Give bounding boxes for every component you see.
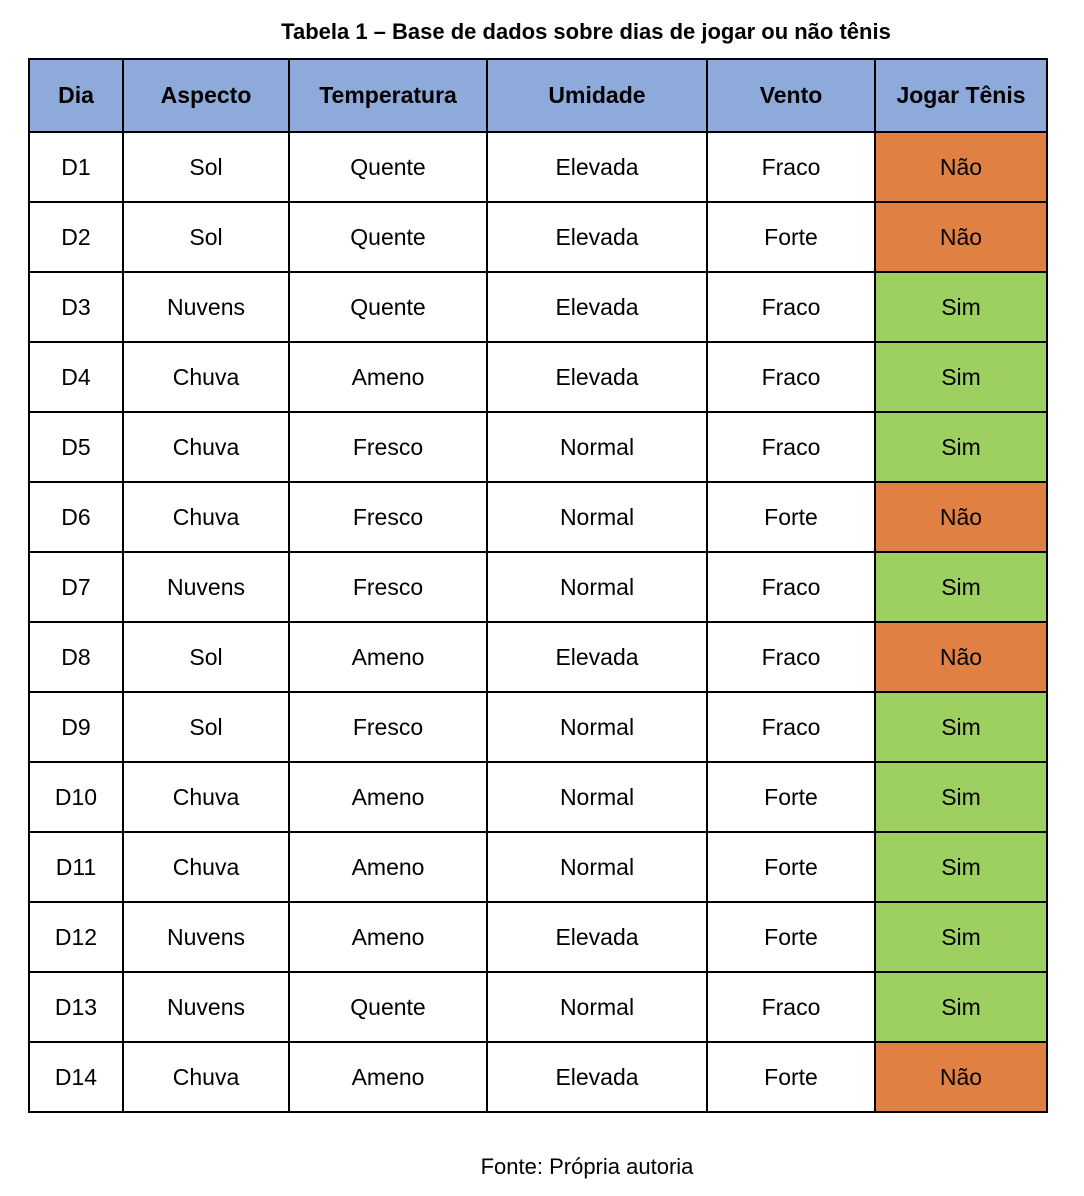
table-row xyxy=(29,762,1047,832)
source-note: Fonte: Própria autoria xyxy=(480,1154,694,1179)
cell-dia: D14 xyxy=(29,1042,123,1112)
table-row xyxy=(29,272,1047,342)
cell-aspecto: Sol xyxy=(123,622,289,692)
cell-temperatura: Ameno xyxy=(289,832,487,902)
table-row xyxy=(29,1042,1047,1112)
cell-umidade: Normal xyxy=(487,482,707,552)
cell-umidade: Normal xyxy=(487,692,707,762)
cell-dia: D1 xyxy=(29,132,123,202)
cell-vento: Fraco xyxy=(707,972,875,1042)
header-jogar-tenis: Jogar Tênis xyxy=(875,59,1047,132)
header-temperatura: Temperatura xyxy=(289,59,487,132)
cell-dia: D12 xyxy=(29,902,123,972)
cell-jogar-tenis: Sim xyxy=(875,552,1047,622)
cell-vento: Fraco xyxy=(707,622,875,692)
cell-aspecto: Chuva xyxy=(123,762,289,832)
cell-vento: Fraco xyxy=(707,132,875,202)
cell-jogar-tenis: Não xyxy=(875,622,1047,692)
cell-vento: Forte xyxy=(707,202,875,272)
table-row xyxy=(29,552,1047,622)
cell-aspecto: Nuvens xyxy=(123,552,289,622)
cell-umidade: Elevada xyxy=(487,342,707,412)
cell-temperatura: Fresco xyxy=(289,692,487,762)
cell-dia: D2 xyxy=(29,202,123,272)
cell-vento: Forte xyxy=(707,1042,875,1112)
cell-temperatura: Fresco xyxy=(289,482,487,552)
cell-aspecto: Sol xyxy=(123,202,289,272)
table-row xyxy=(29,482,1047,552)
cell-dia: D6 xyxy=(29,482,123,552)
table-row xyxy=(29,132,1047,202)
cell-jogar-tenis: Sim xyxy=(875,972,1047,1042)
table-row xyxy=(29,412,1047,482)
cell-jogar-tenis: Não xyxy=(875,1042,1047,1112)
table-row xyxy=(29,692,1047,762)
cell-aspecto: Chuva xyxy=(123,832,289,902)
cell-temperatura: Quente xyxy=(289,202,487,272)
cell-temperatura: Ameno xyxy=(289,1042,487,1112)
cell-temperatura: Fresco xyxy=(289,412,487,482)
cell-dia: D8 xyxy=(29,622,123,692)
cell-aspecto: Sol xyxy=(123,132,289,202)
cell-umidade: Elevada xyxy=(487,272,707,342)
cell-aspecto: Sol xyxy=(123,692,289,762)
header-umidade: Umidade xyxy=(487,59,707,132)
cell-umidade: Elevada xyxy=(487,902,707,972)
cell-umidade: Normal xyxy=(487,832,707,902)
cell-aspecto: Chuva xyxy=(123,412,289,482)
cell-temperatura: Quente xyxy=(289,272,487,342)
table-body xyxy=(29,132,1047,1112)
cell-umidade: Elevada xyxy=(487,202,707,272)
cell-jogar-tenis: Sim xyxy=(875,272,1047,342)
cell-jogar-tenis: Não xyxy=(875,132,1047,202)
cell-dia: D11 xyxy=(29,832,123,902)
cell-vento: Fraco xyxy=(707,412,875,482)
cell-umidade: Normal xyxy=(487,972,707,1042)
cell-umidade: Elevada xyxy=(487,132,707,202)
cell-aspecto: Chuva xyxy=(123,1042,289,1112)
table-row xyxy=(29,342,1047,412)
cell-vento: Fraco xyxy=(707,552,875,622)
table-row xyxy=(29,832,1047,902)
cell-temperatura: Ameno xyxy=(289,902,487,972)
cell-vento: Forte xyxy=(707,762,875,832)
cell-jogar-tenis: Sim xyxy=(875,902,1047,972)
header-dia: Dia xyxy=(29,59,123,132)
cell-umidade: Normal xyxy=(487,552,707,622)
tennis-data-table xyxy=(28,58,1048,1113)
table-caption: Tabela 1 – Base de dados sobre dias de jogar ou não tênis xyxy=(281,19,891,44)
cell-jogar-tenis: Sim xyxy=(875,692,1047,762)
cell-jogar-tenis: Sim xyxy=(875,762,1047,832)
cell-jogar-tenis: Sim xyxy=(875,342,1047,412)
table-row xyxy=(29,902,1047,972)
table-row xyxy=(29,202,1047,272)
table-row xyxy=(29,972,1047,1042)
cell-aspecto: Nuvens xyxy=(123,902,289,972)
data-table-container xyxy=(28,58,1048,1113)
cell-vento: Fraco xyxy=(707,272,875,342)
cell-umidade: Normal xyxy=(487,412,707,482)
cell-dia: D10 xyxy=(29,762,123,832)
cell-temperatura: Fresco xyxy=(289,552,487,622)
cell-jogar-tenis: Não xyxy=(875,202,1047,272)
cell-jogar-tenis: Não xyxy=(875,482,1047,552)
cell-temperatura: Quente xyxy=(289,132,487,202)
cell-temperatura: Ameno xyxy=(289,342,487,412)
cell-vento: Fraco xyxy=(707,692,875,762)
cell-umidade: Normal xyxy=(487,762,707,832)
cell-dia: D5 xyxy=(29,412,123,482)
cell-jogar-tenis: Sim xyxy=(875,412,1047,482)
cell-vento: Forte xyxy=(707,832,875,902)
cell-dia: D9 xyxy=(29,692,123,762)
cell-vento: Fraco xyxy=(707,342,875,412)
cell-temperatura: Ameno xyxy=(289,762,487,832)
cell-vento: Forte xyxy=(707,902,875,972)
cell-umidade: Elevada xyxy=(487,622,707,692)
cell-jogar-tenis: Sim xyxy=(875,832,1047,902)
header-aspecto: Aspecto xyxy=(123,59,289,132)
table-row xyxy=(29,622,1047,692)
cell-aspecto: Nuvens xyxy=(123,972,289,1042)
header-row xyxy=(29,59,1047,132)
cell-temperatura: Quente xyxy=(289,972,487,1042)
cell-umidade: Elevada xyxy=(487,1042,707,1112)
cell-aspecto: Chuva xyxy=(123,342,289,412)
cell-dia: D13 xyxy=(29,972,123,1042)
cell-dia: D4 xyxy=(29,342,123,412)
header-vento: Vento xyxy=(707,59,875,132)
cell-aspecto: Nuvens xyxy=(123,272,289,342)
cell-aspecto: Chuva xyxy=(123,482,289,552)
cell-dia: D7 xyxy=(29,552,123,622)
cell-vento: Forte xyxy=(707,482,875,552)
cell-dia: D3 xyxy=(29,272,123,342)
cell-temperatura: Ameno xyxy=(289,622,487,692)
